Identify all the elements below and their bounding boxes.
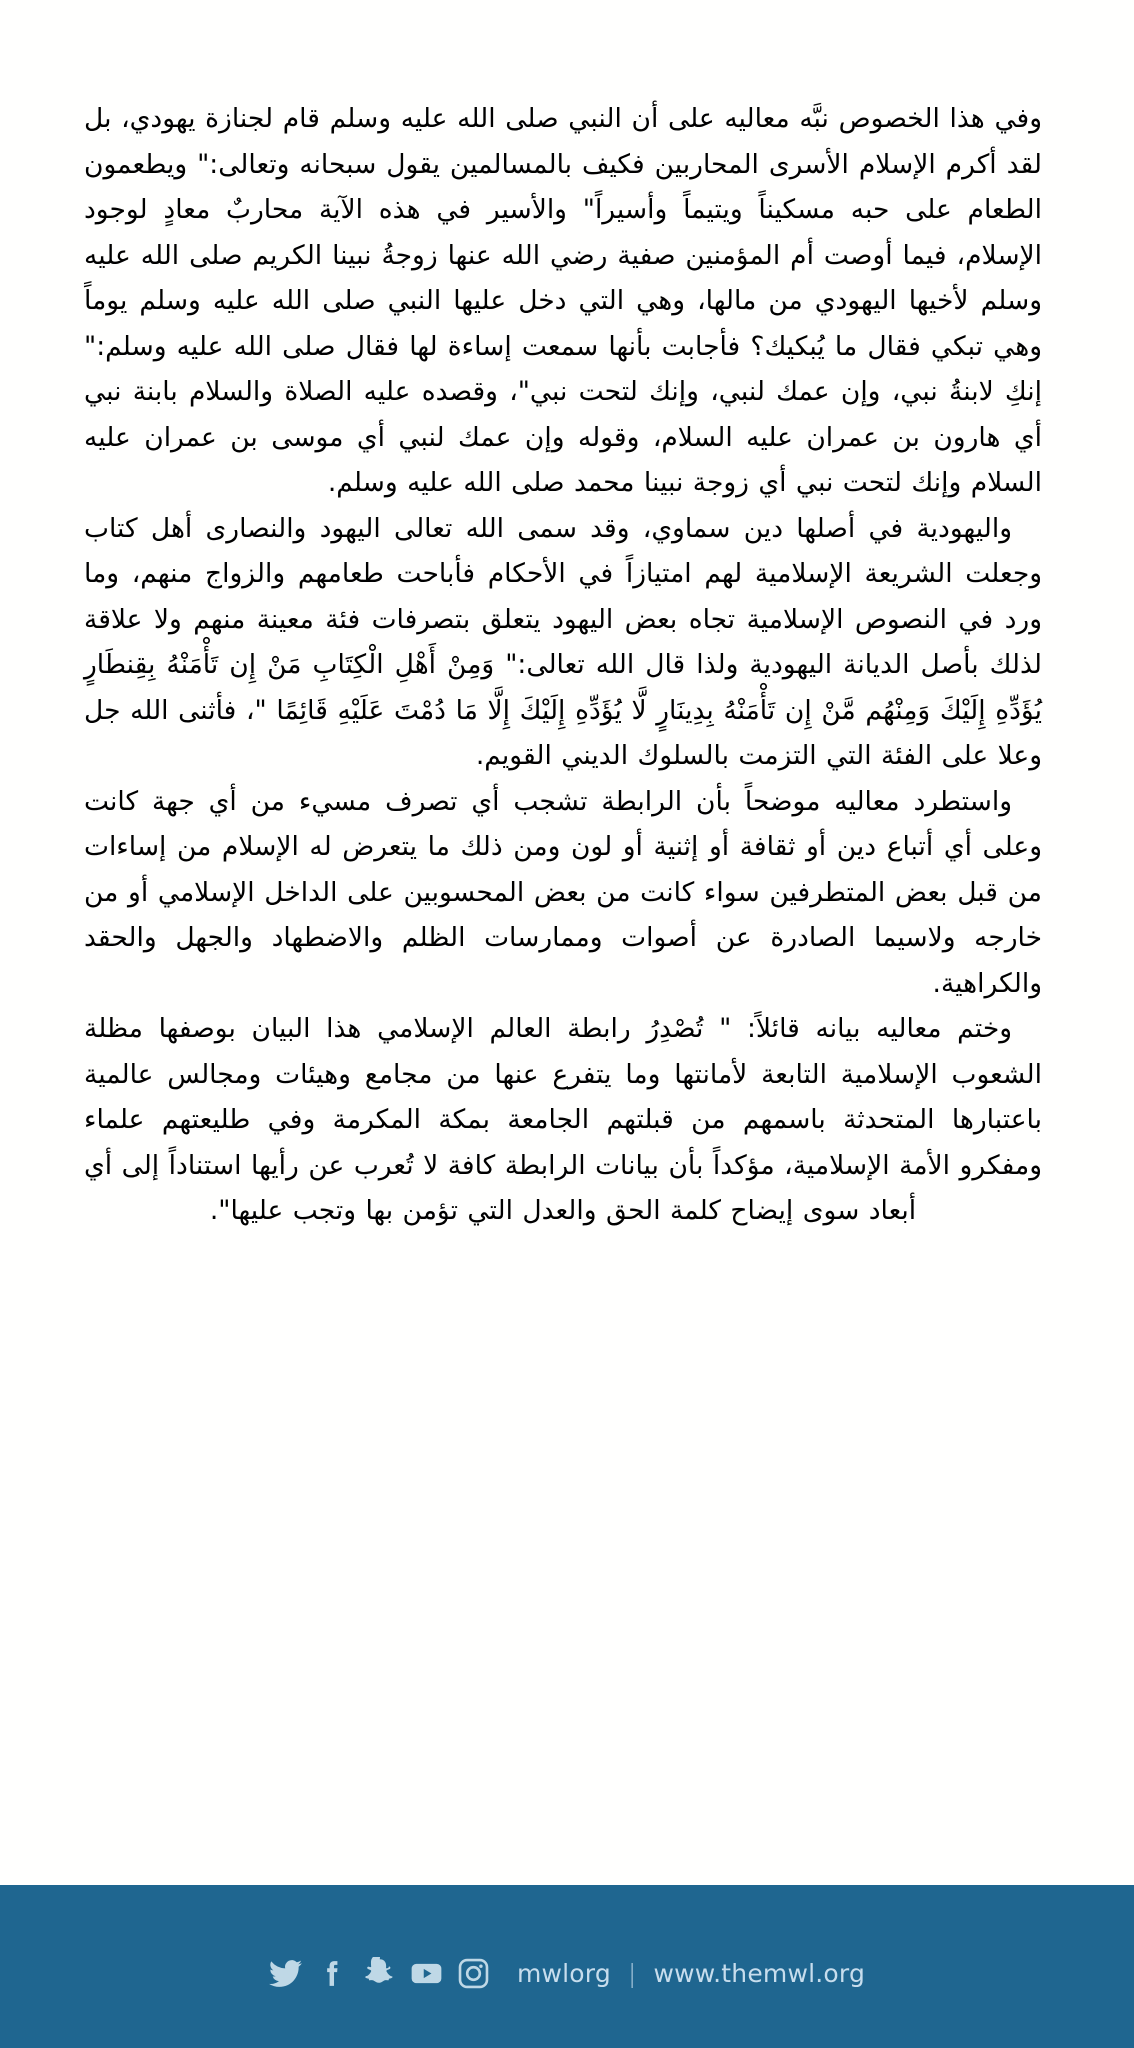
paragraph-2 bbox=[84, 506, 1042, 779]
twitter-icon[interactable] bbox=[269, 1957, 303, 1991]
footer-website[interactable]: www.themwl.org bbox=[653, 1959, 866, 1988]
paragraph-4-text: وختم معاليه بيانه قائلاً: " تُصْدِرُ رابطة العالم الإسلامي هذا البيان بوصفها مظلة الشعوب الإسلامية التابعة لأمانتها وما يتفرع عنها من مجامع وهيئات ومجالس عالمية باعتبارها المتحدثة باسمهم من قبلتهم الجامعة بمكة المكرمة وفي طليعتهم علماء ومفكرو الأمة الإسلامية، مؤكداً بأن بيانات الرابطة كافة لا تُعرب عن رأيها استناداً إلى أي أبعاد سوى إيضاح كلمة الحق والعدل التي تؤمن بها وتجب عليها". bbox=[84, 1013, 1042, 1226]
snapchat-icon[interactable] bbox=[363, 1957, 397, 1991]
footer-content bbox=[269, 1957, 865, 1991]
paragraph-3-text: واستطرد معاليه موضحاً بأن الرابطة تشجب أي تصرف مسيء من أي جهة كانت وعلى أي أتباع دين أو ثقافة أو إثنية أو لون ومن ذلك ما يتعرض له الإسلام من إساءات من قبل بعض المتطرفين سواء كانت من بعض المحسوبين على الداخل الإسلامي أو من خارجه ولاسيما الصادرة عن أصوات وممارسات الظلم والاضطهاد والجهل والحقد والكراهية. bbox=[84, 785, 1042, 999]
paragraph-4 bbox=[84, 1006, 1042, 1234]
footer-handle[interactable]: mwlorg bbox=[516, 1959, 611, 1988]
footer-contact bbox=[517, 1959, 865, 1988]
paragraph-1 bbox=[84, 96, 1042, 506]
paragraph-3 bbox=[84, 779, 1042, 1007]
paragraph-1-text: وفي هذا الخصوص نبَّه معاليه على أن النبي صلى الله عليه وسلم قام لجنازة يهودي، بل لقد أكرم الإسلام الأسرى المحاربين فكيف بالمسالمين يقول سبحانه وتعالى:" ويطعمون الطعام على حبه مسكيناً ويتيماً وأسيراً" والأسير في هذه الآية محاربٌ معادٍ لوجود الإسلام، فيما أوصت أم المؤمنين صفية رضي الله عنها زوجةُ نبينا الكريم صلى الله عليه وسلم لأخيها اليهودي من مالها، وهي التي دخل عليها النبي صلى الله عليه وسلم يوماً وهي تبكي فقال ما يُبكيك؟ فأجابت بأنها سمعت إساءة لها فقال صلى الله عليه وسلم:" إنكِ لابنةُ نبي، وإن عمك لنبي، وإنك لتحت نبي"، وقصده عليه الصلاة والسلام بابنة نبي أي هارون بن عمران عليه السلام، وقوله وإن عمك لنبي أي موسى بن عمران عليه السلام وإنك لتحت نبي أي زوجة نبينا محمد صلى الله عليه وسلم. bbox=[84, 103, 1042, 498]
footer-separator: | bbox=[627, 1959, 637, 1988]
social-links bbox=[269, 1957, 491, 1991]
site-footer bbox=[0, 1885, 1134, 2048]
youtube-icon[interactable] bbox=[410, 1957, 444, 1991]
paragraph-2-text: واليهودية في أصلها دين سماوي، وقد سمى الله تعالى اليهود والنصارى أهل كتاب وجعلت الشريعة الإسلامية لهم امتيازاً في الأحكام فأباحت طعامهم والزواج منهم، وما ورد في النصوص الإسلامية تجاه بعض اليهود يتعلق بتصرفات فئة معينة منهم ولا علاقة لذلك بأصل الديانة اليهودية ولذا قال الله تعالى:" وَمِنْ أَهْلِ الْكِتَابِ مَنْ إِن تَأْمَنْهُ بِقِنطَارٍ يُؤَدِّهِ إِلَيْكَ وَمِنْهُم مَّنْ إِن تَأْمَنْهُ بِدِينَارٍ لَّا يُؤَدِّهِ إِلَيْكَ إِلَّا مَا دُمْتَ عَلَيْهِ قَائِمًا "، فأثنى الله جل وعلا على الفئة التي التزمت بالسلوك الديني القويم. bbox=[84, 512, 1042, 771]
facebook-icon[interactable] bbox=[316, 1957, 350, 1991]
instagram-icon[interactable] bbox=[457, 1957, 491, 1991]
